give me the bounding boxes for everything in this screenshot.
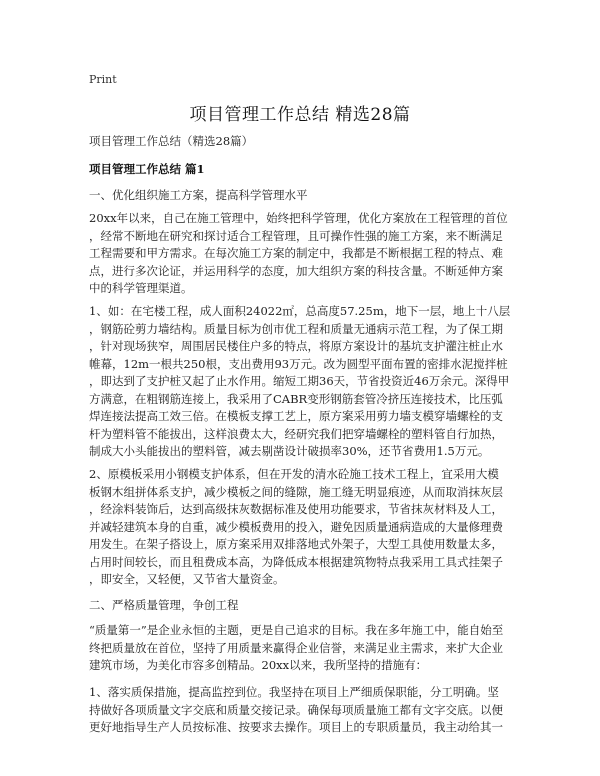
paragraph-line: ，钢筋砼剪力墙结构。质量目标为创市优工程和质量无通病示范工程，为了保工期 <box>89 321 503 336</box>
paragraph-line: 1、如：在宅楼工程，成人面积24022㎡，总高度57.25m，地下一层，地上十八层 <box>89 304 511 318</box>
paragraph-line: 持做好各项质量文字交底和质量交接记录。确保每项质量施工都有文字交底。以便 <box>89 702 503 717</box>
paragraph-line: 建筑市场，为美化市容多创精品。20xx以来，我所坚持的措施有： <box>89 658 428 672</box>
paragraph-line: 更好地指导生产人员按标准、按要求去操作。项目上的专职质量员，我主动给其一 <box>89 720 503 734</box>
paragraph-line: 2、原模板采用小钢模支护体系，但在开发的清水砼施工技术工程上，宜采用大模 <box>89 467 499 481</box>
paragraph-line: ，经涂料装饰后，达到高级抹灰数据标准及使用功能要求，节省抹灰材料及人工， <box>89 502 503 516</box>
paragraph-line: 板钢木组拼体系支护，减少模板之间的缝隙，施工缝无明显痕迹，从而取消抹灰层 <box>89 484 503 499</box>
paragraph-line: 中的科学管理渠道。 <box>89 281 193 295</box>
paragraph-line: 方满意，在粗钢筋连接上，我采用了CABR变形钢筋套管冷挤压连接技术，比压弧 <box>89 391 503 406</box>
paragraph-2 <box>89 303 513 461</box>
print-link[interactable]: Print <box>89 73 117 86</box>
paragraph-line: 点，进行多次论证，并运用科学的态度，加大组织方案的科技含量。不断延伸方案 <box>89 263 503 278</box>
paragraph-3 <box>89 466 513 589</box>
paragraph-line: 1、落实质保措施，提高监控到位。我坚持在项目上严细质保职能，分工明确。坚 <box>89 685 499 699</box>
paragraph-line: ，即达到了支护桩又起了止水作用。缩短工期36天，节省投资近46万余元。深得甲 <box>89 374 510 388</box>
paragraph-line: “质量第一”是企业永恒的主题，更是自己追求的目标。我在多年施工中，能自始至 <box>89 623 504 637</box>
heading-quality: 二、严格质量管理，争创工程 <box>89 598 239 612</box>
paragraph-line: 帷幕，12m一根共250根，支出费用93万元。改为圆型平面布置的密排水泥搅拌桩 <box>89 356 508 371</box>
paragraph-5 <box>89 684 513 737</box>
paragraph-line: 终把质量放在首位，坚持了用质量来赢得企业信誉，来满足业主需求，来扩大企业 <box>89 640 503 655</box>
paragraph-line: 制成大小头能拔出的塑料管，减去剔凿设计破损率30%，还节省费用1.5万元。 <box>89 444 490 458</box>
heading-optimize-plan: 一、优化组织施工方案，提高科学管理水平 <box>89 188 308 202</box>
document-title: 项目管理工作总结 精选28篇 <box>189 105 411 125</box>
paragraph-line: 工程需要和甲方需求。在每次施工方案的制定中，我都是不断根据工程的特点、难 <box>89 246 503 260</box>
paragraph-line: ，针对现场狭窄，周围居民楼住户多的特点，将原方案设计的基坑支护灌注桩止水 <box>89 339 503 353</box>
section-title: 项目管理工作总结 篇1 <box>89 162 205 176</box>
paragraph-line: ，即安全，又轻便，又节省大量资金。 <box>89 572 285 586</box>
paragraph-line: 用发生。在架子搭设上，原方案采用双排落地式外架子，大型工具使用数量太多， <box>89 537 503 551</box>
paragraph-line: 杆为塑料管不能拔出，这样浪费太大，经研究我们把穿墙螺栓的塑料管自行加热， <box>89 426 503 441</box>
paragraph-line: 并减轻建筑本身的自重，减少模板费用的投入，避免因质量通病造成的大量修理费 <box>89 519 503 534</box>
document-subtitle: 项目管理工作总结（精选28篇） <box>89 134 254 148</box>
paragraph-line: 20xx年以来，自己在施工管理中，始终把科学管理，优化方案放在工程管理的首位 <box>89 211 508 225</box>
paragraph-line: ，经常不断地在研究和探讨适合工程管理，且可操作性强的施工方案，来不断满足 <box>89 228 503 243</box>
paragraph-4 <box>89 622 513 675</box>
paragraph-1 <box>89 210 513 298</box>
paragraph-line: 占用时间较长，而且租费成本高，为降低成本根据建筑物特点我采用工具式挂架子 <box>89 554 503 569</box>
paragraph-line: 焊连接法提高工效三倍。在模板支撑工艺上，原方案采用剪力墙支模穿墙螺栓的支 <box>89 409 503 423</box>
